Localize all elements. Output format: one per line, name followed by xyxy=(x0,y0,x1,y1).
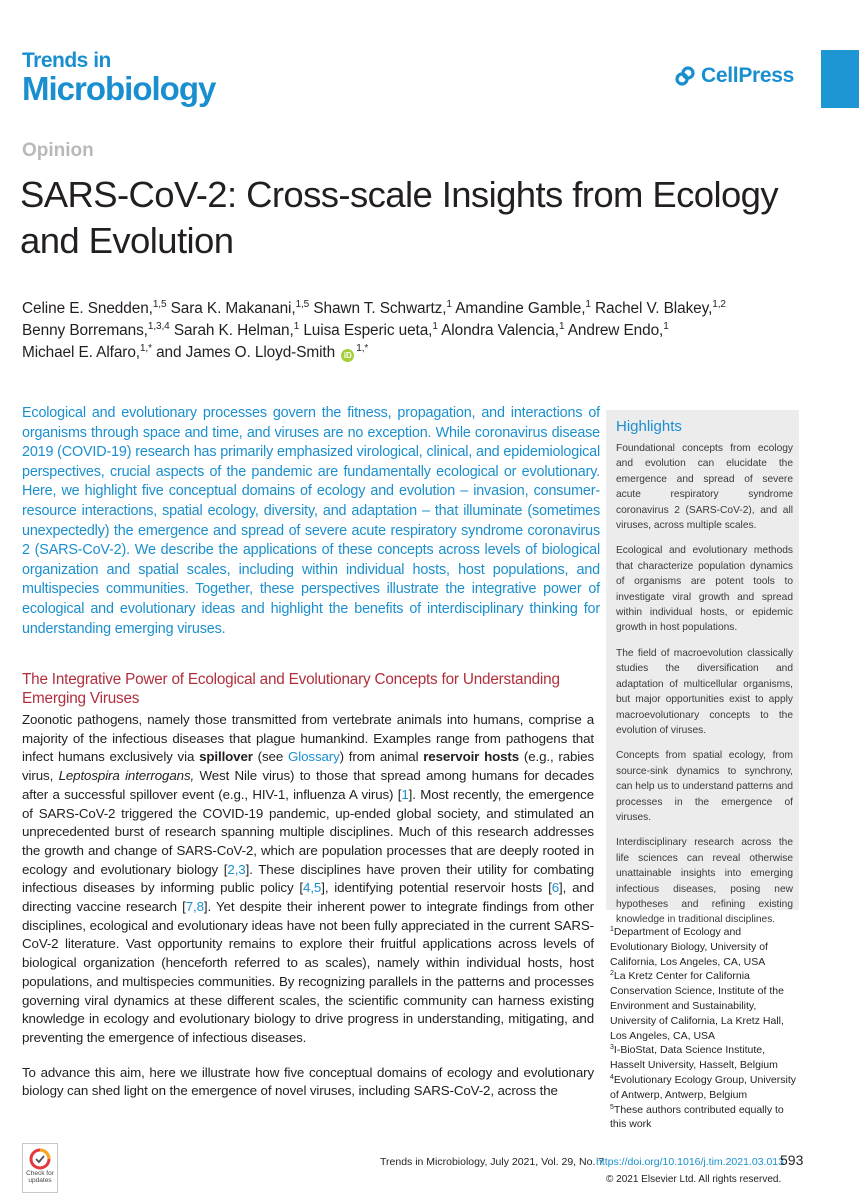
text-run: ]. Yet despite their inherent power to integrate findings from other disciplines, ecological and evolutionary ideas have not been fully appreciated in the current SARS-CoV-2 literature. Vast opportunity remains to explore their fruitful applications across levels of biological organization (henceforth referred to as scales), namely within individual hosts, host populations, and multispecies communities. By recognizing parallels in the patterns and processes governing viral dynamics at these different scales, the scientific community can harness existing knowledge in ecology and evolutionary biology to drive progress in understanding, mitigating, and preventing the emergence of infectious diseases. xyxy=(22,899,594,1045)
species-name: Leptospira interrogans, xyxy=(58,768,195,784)
glossary-link[interactable]: Glossary xyxy=(287,749,340,765)
author: Sara K. Makanani, xyxy=(170,300,296,317)
author: Amandine Gamble, xyxy=(455,300,586,317)
author-affiliation-marker: 1 xyxy=(446,299,452,310)
affiliation-text: Department of Ecology and Evolutionary Biology, University of California, Los Angeles, CA, USA xyxy=(610,926,768,968)
text-run: ], and directing vaccine research [ xyxy=(22,880,595,915)
affiliation-text: La Kretz Center for California Conservation Science, Institute of the Environment and Sustainability, University of California, La Kretz Hall, Los Angeles, CA, USA xyxy=(610,970,784,1042)
author-affiliation-marker: 1,3,4 xyxy=(147,321,170,332)
affiliation-text: I-BioStat, Data Science Institute, Hasselt University, Hasselt, Belgium xyxy=(610,1044,778,1072)
journal-name-line1: Trends in xyxy=(22,49,111,72)
author: Luisa Esperic ueta, xyxy=(303,322,433,339)
text-run: (see xyxy=(252,749,288,765)
highlight-item: The field of macroevolution classically studies the diversification and adaptation of multicellular organisms, but major opportunities exist to apply macroevolutionary concepts to the evolution of viruses. xyxy=(616,647,793,736)
text-run: ]. Most recently, the emergence of SARS-CoV-2 triggered the COVID-19 pandemic, up-ended global society, and stimulated an unprecedented burst of research spanning multiple disciplines. Much of this research addresses the growth and change of SARS-CoV-2, which are population processes that are deeply rooted in ecology and evolutionary biology [ xyxy=(22,786,594,877)
text-run: (e.g., rabies virus, xyxy=(22,749,594,784)
author: Alondra Valencia, xyxy=(441,322,559,339)
author: Shawn T. Schwartz, xyxy=(313,300,447,317)
abstract: Ecological and evolutionary processes govern the fitness, propagation, and interactions of organisms through space and time, and viruses are no exception. While coronavirus disease 2019 (COVID-19) research has primarily emphasized virological, clinical, and epidemiological perspectives, crucial aspects of the pandemic are fundamentally ecological or evolutionary. Here, we highlight five conceptual domains of ecology and evolution – invasion, consumer-resource interactions, spatial ecology, diversity, and adaptation – that illuminate (sometimes unexpectedly) the emergence and spread of severe acute respiratory syndrome coronavirus 2 (SARS-CoV-2). We describe the applications of these concepts across levels of biological organization and spatial scales, including within individual hosts, host populations, and multispecies communities. Together, these perspectives illustrate the integrative power of ecological and evolutionary ideas and highlight the benefits of interdisciplinary thinking for understanding emerging viruses. xyxy=(22,405,600,637)
affiliation-marker: 4 xyxy=(610,1073,614,1081)
author-list xyxy=(22,298,822,364)
highlight-item: Foundational concepts from ecology and evolution can elucidate the emergence and spread of severe acute respiratory syndrome coronavirus 2 (SARS-CoV-2), and all viruses, across multiple scales. xyxy=(616,443,793,532)
affiliation-item xyxy=(610,1103,800,1133)
copyright: © 2021 Elsevier Ltd. All rights reserved. xyxy=(606,1174,782,1185)
journal-logo xyxy=(22,50,215,106)
author-affiliation-marker: 1,5 xyxy=(295,299,310,310)
journal-name-line2: Microbiology xyxy=(22,70,216,107)
highlights-heading: Highlights xyxy=(616,418,682,435)
page-number: 593 xyxy=(780,1152,804,1168)
highlight-item: Ecological and evolutionary methods that characterize population dynamics of organisms are potent tools to investigate viral growth and spread within individual hosts, or epidemic growth in host populations. xyxy=(616,545,793,634)
reference-link[interactable]: 4,5 xyxy=(303,880,322,896)
glossary-term: reservoir hosts xyxy=(423,749,520,765)
publisher-name: CellPress xyxy=(701,64,795,87)
affiliations xyxy=(610,925,800,1132)
affiliation-marker: 3 xyxy=(610,1044,614,1052)
highlight-item: Interdisciplinary research across the life sciences can reveal otherwise unattainable insights into emerging infectious diseases, posing new hypotheses and refining existing knowledge in traditional disciplines. xyxy=(616,837,793,926)
author-affiliation-marker: 1,5 xyxy=(152,299,167,310)
affiliation-item xyxy=(610,1073,800,1103)
author-affiliation-marker: 1 xyxy=(293,321,300,332)
article-title: SARS-CoV-2: Cross-scale Insights from Ecology and Evolution xyxy=(20,174,779,261)
publisher-logo[interactable] xyxy=(673,62,794,90)
section-heading: The Integrative Power of Ecological and Evolutionary Concepts for Understanding Emerging Viruses xyxy=(22,671,560,707)
affiliation-item xyxy=(610,925,800,969)
glossary-term: spillover xyxy=(199,749,253,765)
doi-link[interactable]: https://doi.org/10.1016/j.tim.2021.03.013 xyxy=(596,1156,784,1168)
reference-link[interactable]: 1 xyxy=(401,786,409,802)
author-affiliation-marker: 1,* xyxy=(356,343,369,354)
author: Rachel V. Blakey, xyxy=(595,300,713,317)
affiliation-marker: 2 xyxy=(610,970,614,978)
text-run: ]. These disciplines have proven their utility for combating infectious diseases by informing public policy [ xyxy=(22,861,595,896)
author-affiliation-marker: 1 xyxy=(558,321,565,332)
affiliation-text: These authors contributed equally to this work xyxy=(610,1103,784,1131)
check-for-updates-badge[interactable] xyxy=(22,1143,58,1193)
reference-link[interactable]: 7,8 xyxy=(185,899,204,915)
reference-link[interactable]: 6 xyxy=(551,880,560,896)
author: and James O. Lloyd-Smith xyxy=(156,344,336,361)
text-run: Zoonotic pathogens, namely those transmitted from vertebrate animals into humans, comprise a majority of the infectious diseases that plague humankind. Examples range from pathogens that infect humans exclusively via xyxy=(22,712,594,765)
highlight-item: Concepts from spatial ecology, from source-sink dynamics to synchrony, can help us to understand patterns and processes in the emergence of viruses. xyxy=(616,750,793,823)
body-paragraph: To advance this aim, here we illustrate how five conceptual domains of ecology and evolutionary biology can shed light on the emergence of novel viruses, including SARS-CoV-2, across the xyxy=(22,1064,594,1099)
text-run: ], identifying potential reservoir hosts [ xyxy=(321,880,552,896)
cellpress-icon xyxy=(673,64,697,88)
author: Celine E. Snedden, xyxy=(22,300,153,317)
text-run: ) from animal xyxy=(339,749,424,765)
highlights-box xyxy=(606,410,799,926)
author-affiliation-marker: 1 xyxy=(585,299,591,310)
affiliation-marker: 1 xyxy=(610,926,614,933)
author-affiliation-marker: 1,2 xyxy=(712,299,726,310)
author-affiliation-marker: 1 xyxy=(432,321,438,332)
affiliation-item xyxy=(610,969,800,1043)
affiliation-item xyxy=(610,1043,800,1073)
orcid-icon[interactable]: iD xyxy=(341,349,354,362)
author-affiliation-marker: 1,* xyxy=(139,343,152,354)
text-run: West Nile virus) to those that spread among humans for decades after a successful spillover event (e.g., HIV-1, influenza A virus) [ xyxy=(22,768,594,802)
author: Sarah K. Helman, xyxy=(173,322,294,339)
badge-label: Check for updates xyxy=(26,1170,54,1184)
check-updates-icon xyxy=(29,1148,51,1170)
corner-tab xyxy=(821,50,859,108)
reference-link[interactable]: 2,3 xyxy=(227,861,246,877)
author: Andrew Endo, xyxy=(567,322,664,339)
author-affiliation-marker: 1 xyxy=(663,321,669,332)
body-paragraph xyxy=(22,711,594,1048)
affiliation-marker: 5 xyxy=(610,1103,614,1111)
affiliation-text: Evolutionary Ecology Group, University of Antwerp, Antwerp, Belgium xyxy=(610,1073,796,1101)
article-type: Opinion xyxy=(22,140,94,161)
body-text xyxy=(22,711,594,1101)
author: Benny Borremans, xyxy=(22,322,148,339)
footer-citation: Trends in Microbiology, July 2021, Vol. 29, No. 7 xyxy=(380,1156,605,1168)
author: Michael E. Alfaro, xyxy=(22,344,140,361)
